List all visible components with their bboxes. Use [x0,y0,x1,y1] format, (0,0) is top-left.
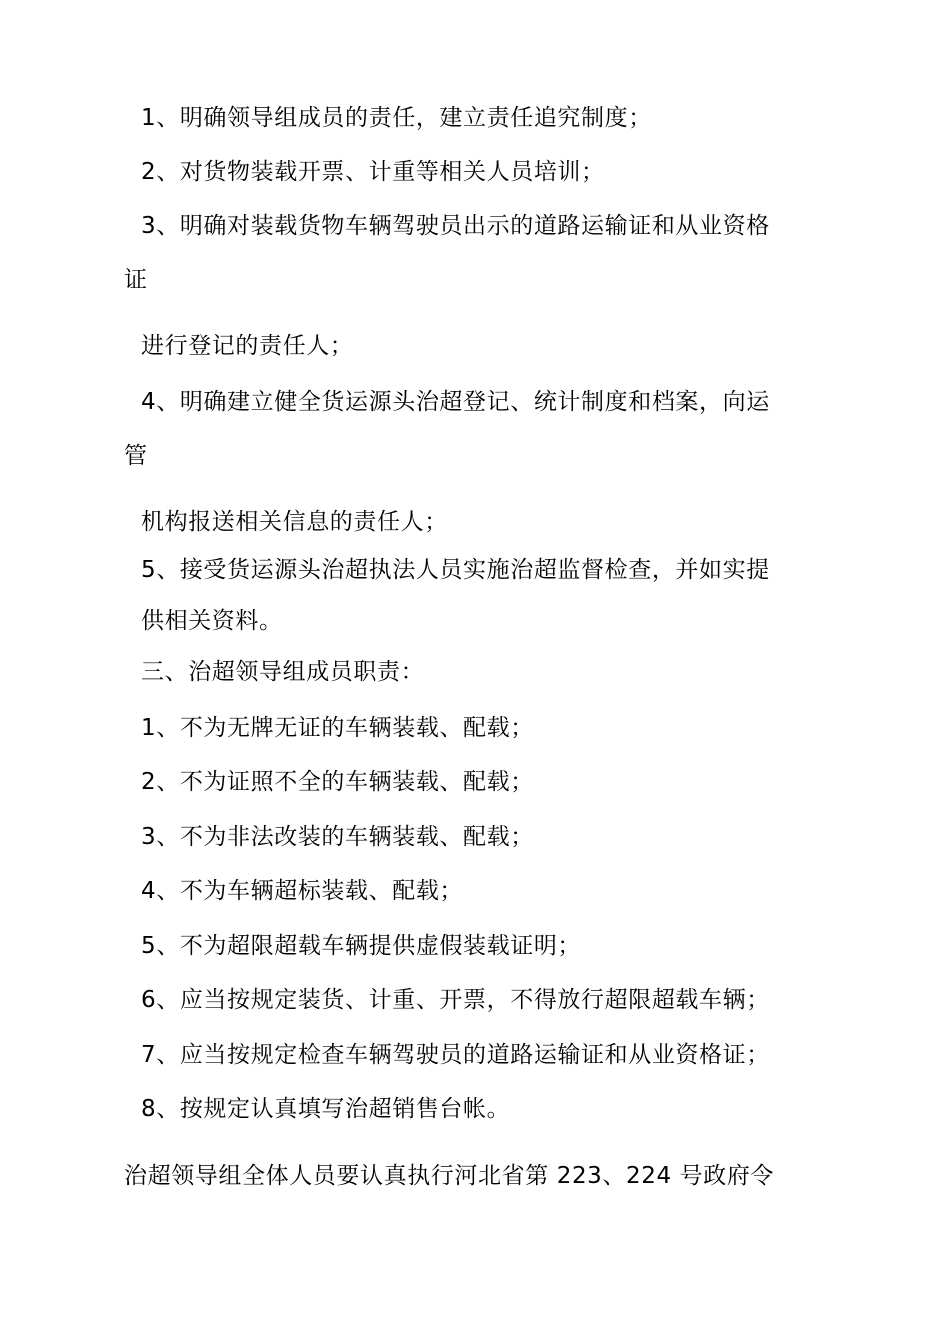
paragraph-line: 证 [124,267,148,293]
paragraph-line: 1、明确领导组成员的责任，建立责任追究制度； [141,105,652,131]
paragraph-line: 7、应当按规定检查车辆驾驶员的道路运输证和从业资格证； [141,1042,770,1068]
paragraph-line: 3、明确对装载货物车辆驾驶员出示的道路运输证和从业资格 [141,213,770,239]
paragraph-line: 8、按规定认真填写治超销售台帐。 [141,1096,511,1122]
paragraph-line: 2、不为证照不全的车辆装载、配载； [141,769,534,795]
paragraph-line: 进行登记的责任人； [141,333,354,359]
paragraph-line: 6、应当按规定装货、计重、开票，不得放行超限超载车辆； [141,987,770,1013]
section-heading: 三、治超领导组成员职责： [141,659,425,685]
paragraph-line: 供相关资料。 [141,608,283,634]
paragraph-line: 3、不为非法改装的车辆装载、配载； [141,824,534,850]
paragraph-line: 5、接受货运源头治超执法人员实施治超监督检查，并如实提 [141,557,770,583]
paragraph-line: 5、不为超限超载车辆提供虚假装载证明； [141,933,582,959]
paragraph-line: 1、不为无牌无证的车辆装载、配载； [141,715,534,741]
paragraph-line: 2、对货物装载开票、计重等相关人员培训； [141,159,605,185]
paragraph-line: 治超领导组全体人员要认真执行河北省第 223、224 号政府令 [124,1163,775,1189]
paragraph-line: 机构报送相关信息的责任人； [141,509,448,535]
paragraph-line: 管 [124,443,148,469]
paragraph-line: 4、不为车辆超标装载、配载； [141,878,464,904]
paragraph-line: 4、明确建立健全货运源头治超登记、统计制度和档案，向运 [141,389,770,415]
